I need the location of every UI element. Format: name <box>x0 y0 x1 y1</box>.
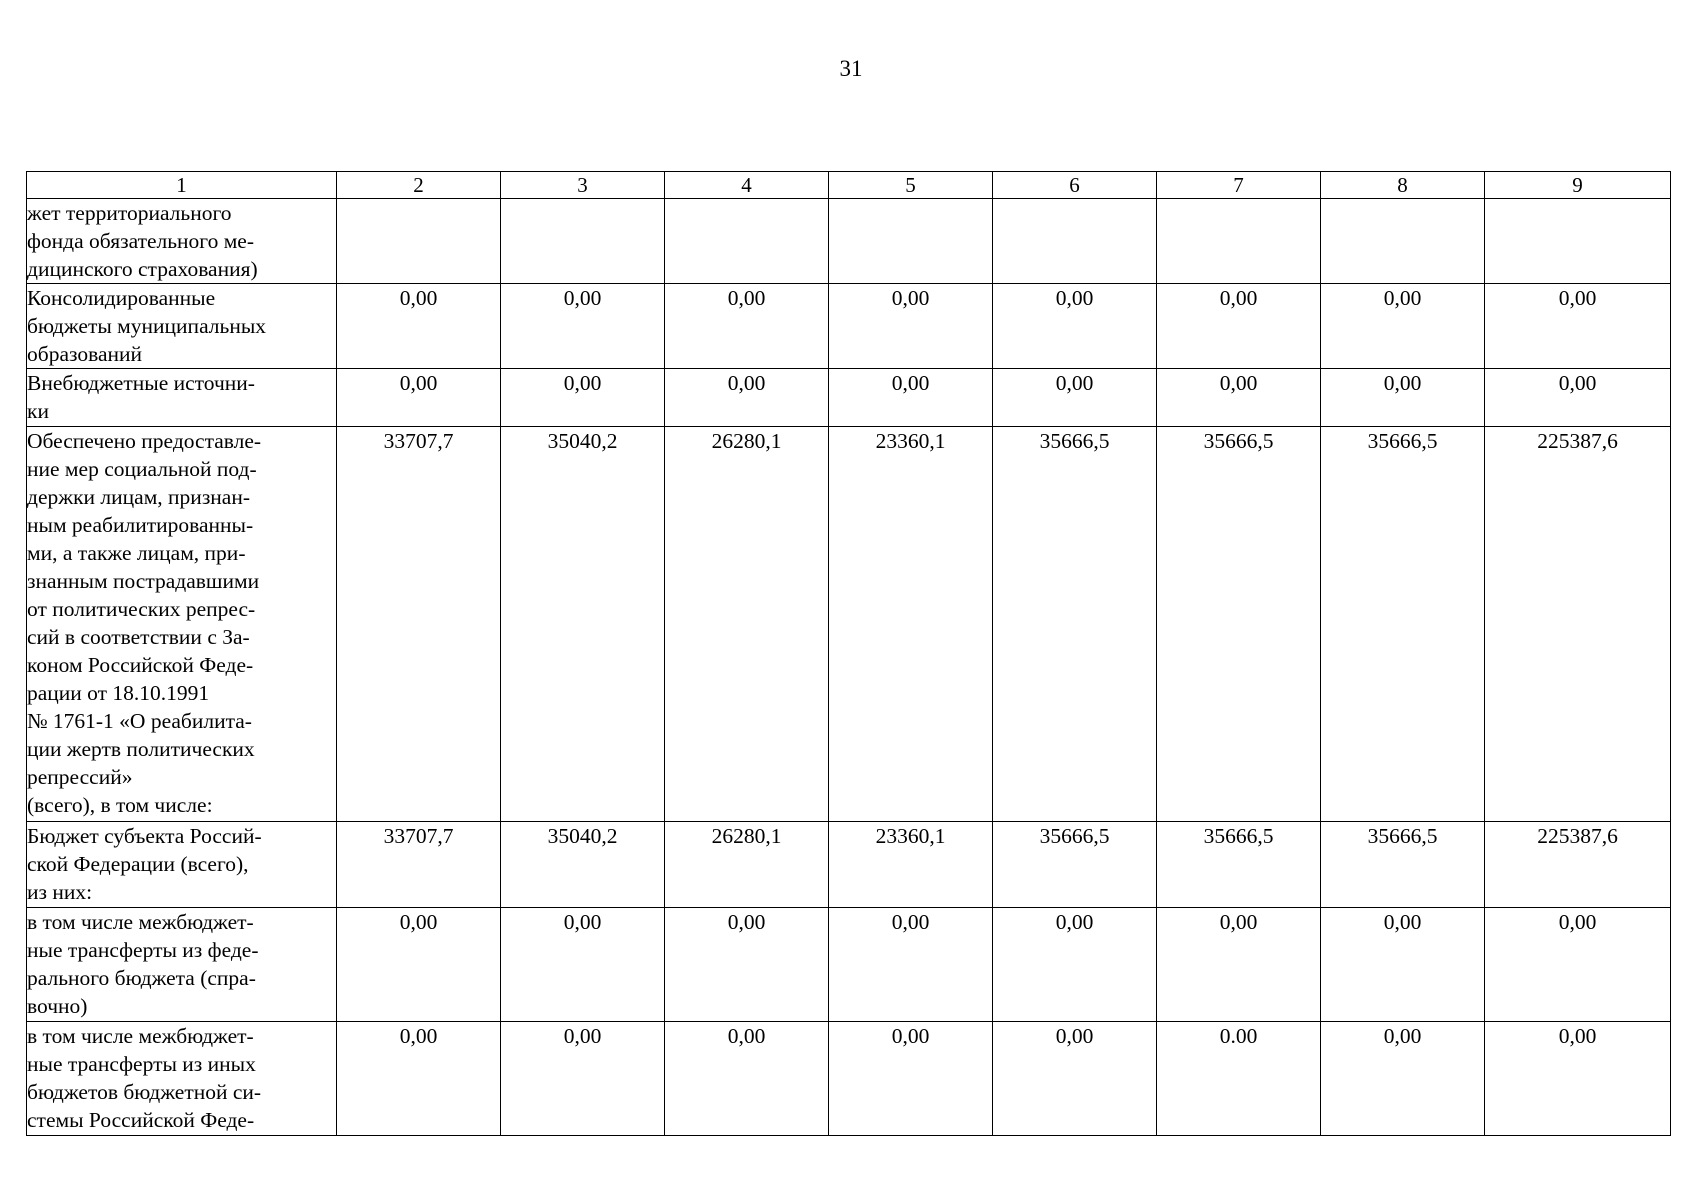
column-header: 6 <box>993 172 1157 199</box>
table-cell: 0,00 <box>1157 369 1321 427</box>
table-cell <box>337 199 501 284</box>
table-row <box>27 199 1671 284</box>
table-cell: 0,00 <box>993 369 1157 427</box>
table-cell: 0,00 <box>501 369 665 427</box>
row-label: Бюджет субъекта Россий- ской Федерации (всего), из них: <box>27 822 337 908</box>
table-cell: 35666,5 <box>993 427 1157 822</box>
table-cell: 0,00 <box>1321 908 1485 1022</box>
table-cell: 0,00 <box>1321 284 1485 369</box>
row-label: в том числе межбюджет- ные трансферты из феде- рального бюджета (спра- вочно) <box>27 908 337 1022</box>
table-cell: 23360,1 <box>829 427 993 822</box>
row-label: Внебюджетные источни- ки <box>27 369 337 427</box>
row-label: в том числе межбюджет- ные трансферты из иных бюджетов бюджетной си- стемы Российской Феде- <box>27 1022 337 1136</box>
table-cell: 0,00 <box>829 284 993 369</box>
table-cell: 35666,5 <box>1321 822 1485 908</box>
row-label: Консолидированные бюджеты муниципальных образований <box>27 284 337 369</box>
table-cell: 0,00 <box>1157 284 1321 369</box>
table-cell: 0,00 <box>337 284 501 369</box>
table-cell: 35040,2 <box>501 822 665 908</box>
column-header: 4 <box>665 172 829 199</box>
page-number: 31 <box>839 56 863 81</box>
table-cell: 0,00 <box>1485 1022 1671 1136</box>
table-cell: 0,00 <box>1485 908 1671 1022</box>
table-cell: 0,00 <box>665 1022 829 1136</box>
table-cell: 0,00 <box>501 908 665 1022</box>
table-cell: 23360,1 <box>829 822 993 908</box>
table-cell: 0,00 <box>337 908 501 1022</box>
table-cell: 225387,6 <box>1485 822 1671 908</box>
column-header: 5 <box>829 172 993 199</box>
table-cell: 0,00 <box>829 369 993 427</box>
table-cell: 26280,1 <box>665 822 829 908</box>
table-cell <box>665 199 829 284</box>
table-cell: 0,00 <box>993 908 1157 1022</box>
table-cell: 0,00 <box>337 369 501 427</box>
table-cell: 0,00 <box>665 284 829 369</box>
table-cell: 0,00 <box>337 1022 501 1136</box>
table-cell: 35666,5 <box>1157 427 1321 822</box>
table-cell: 35666,5 <box>1157 822 1321 908</box>
table-row <box>27 908 1671 1022</box>
table-cell: 0,00 <box>1157 908 1321 1022</box>
table-cell <box>1157 199 1321 284</box>
budget-table <box>26 171 1671 1136</box>
table-cell: 0,00 <box>665 369 829 427</box>
table-cell <box>1321 199 1485 284</box>
table-cell <box>1485 199 1671 284</box>
table-cell <box>501 199 665 284</box>
table-cell: 0,00 <box>829 908 993 1022</box>
table-cell: 0,00 <box>1321 1022 1485 1136</box>
row-label: Обеспечено предоставле- ние мер социальной под- держки лицам, признан- ным реабилитированны- ми, а также лицам, при- знанным пострадавшими от политических репрес- сий в соответствии с За- коном Российской Феде- рации от 18.10.1991 № 1761-1 «О реабилита- ции жертв политических репрессий» (всего), в том числе: <box>27 427 337 822</box>
table-cell: 26280,1 <box>665 427 829 822</box>
table-cell: 35666,5 <box>1321 427 1485 822</box>
table-cell: 0,00 <box>829 1022 993 1136</box>
column-header: 8 <box>1321 172 1485 199</box>
table-cell: 0,00 <box>1485 369 1671 427</box>
row-label: жет территориального фонда обязательного ме- дицинского страхования) <box>27 199 337 284</box>
table-cell: 33707,7 <box>337 427 501 822</box>
table-cell: 0,00 <box>1485 284 1671 369</box>
column-header: 2 <box>337 172 501 199</box>
column-header: 3 <box>501 172 665 199</box>
table-cell: 0,00 <box>993 284 1157 369</box>
table-cell: 0,00 <box>501 284 665 369</box>
column-header: 9 <box>1485 172 1671 199</box>
table-cell: 35666,5 <box>993 822 1157 908</box>
table-row <box>27 284 1671 369</box>
table-cell: 0,00 <box>665 908 829 1022</box>
header-row <box>27 172 1671 199</box>
column-header: 1 <box>27 172 337 199</box>
table-cell: 0,00 <box>501 1022 665 1136</box>
table-row <box>27 427 1671 822</box>
table-row <box>27 1022 1671 1136</box>
table-cell: 0.00 <box>1157 1022 1321 1136</box>
table-row <box>27 822 1671 908</box>
column-header: 7 <box>1157 172 1321 199</box>
table-cell <box>829 199 993 284</box>
table-cell: 0,00 <box>1321 369 1485 427</box>
table-cell: 35040,2 <box>501 427 665 822</box>
table-cell: 0,00 <box>993 1022 1157 1136</box>
table-cell: 225387,6 <box>1485 427 1671 822</box>
table-cell: 33707,7 <box>337 822 501 908</box>
table-cell <box>993 199 1157 284</box>
table-row <box>27 369 1671 427</box>
